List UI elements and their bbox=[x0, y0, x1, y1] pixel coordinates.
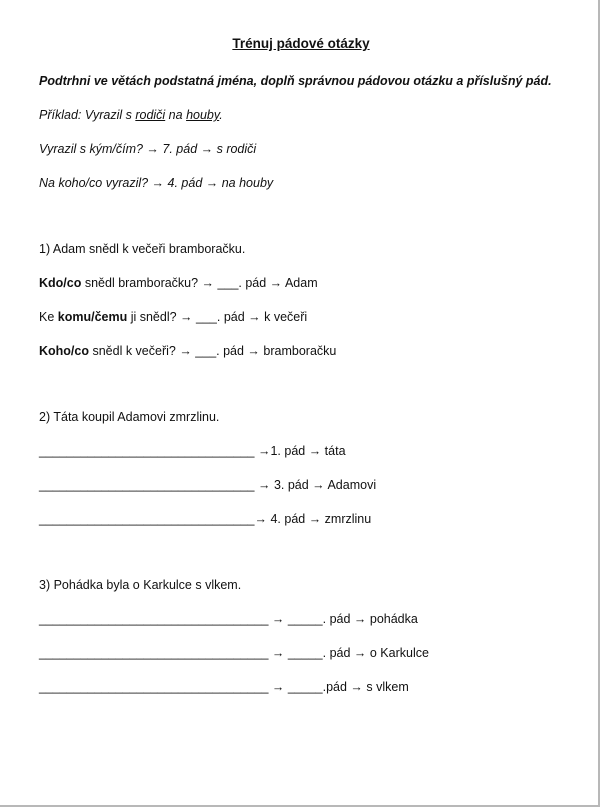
question-rest: snědl bramboračku? → ___. pád → Adam bbox=[81, 276, 318, 290]
exercise-2-sentence: 2) Táta koupil Adamovi zmrzlinu. bbox=[39, 410, 220, 424]
worksheet-title: Trénuj pádové otázky bbox=[232, 36, 370, 51]
question-rest: snědl k večeři? → ___. pád → bramboračku bbox=[89, 344, 337, 358]
example-prefix: Příklad: Vyrazil s bbox=[39, 108, 136, 122]
instruction-text: Podtrhni ve větách podstatná jména, doplň správnou pádovou otázku a příslušný pád. bbox=[39, 74, 552, 88]
question-word: Koho/co bbox=[39, 344, 89, 358]
question-word: komu/čemu bbox=[57, 310, 128, 324]
exercise-1-question-3 bbox=[39, 343, 336, 359]
example-line-2: Vyrazil s kým/čím? → 7. pád → s rodiči bbox=[39, 142, 257, 156]
example-line-1 bbox=[39, 107, 223, 123]
question-word: Kdo/co bbox=[39, 276, 82, 290]
exercise-1-question-2 bbox=[39, 309, 307, 325]
exercise-1-sentence: 1) Adam snědl k večeři bramboračku. bbox=[39, 242, 246, 256]
exercise-1-question-1 bbox=[39, 275, 318, 291]
example-end: . bbox=[219, 108, 223, 122]
exercise-2-line-3: _______________________________→ 4. pád → zmrzlinu bbox=[39, 512, 372, 526]
exercise-3-line-3: _________________________________ → _____.pád → s vlkem bbox=[39, 680, 409, 694]
example-noun-1: rodiči bbox=[135, 108, 166, 122]
exercise-2-line-2: _______________________________ → 3. pád → Adamovi bbox=[39, 478, 377, 492]
exercise-3-line-1: _________________________________ → _____. pád → pohádka bbox=[39, 612, 418, 626]
example-line-3: Na koho/co vyrazil? → 4. pád → na houby bbox=[39, 176, 274, 190]
question-rest: ji snědl? → ___. pád → k večeři bbox=[127, 310, 308, 324]
example-noun-2: houby bbox=[186, 108, 220, 122]
example-middle: na bbox=[165, 108, 187, 122]
exercise-3-line-2: _________________________________ → _____. pád → o Karkulce bbox=[39, 646, 429, 660]
exercise-2-line-1: _______________________________ →1. pád → táta bbox=[39, 444, 346, 458]
exercise-3-sentence: 3) Pohádka byla o Karkulce s vlkem. bbox=[39, 578, 242, 592]
question-pre: Ke bbox=[39, 310, 58, 324]
